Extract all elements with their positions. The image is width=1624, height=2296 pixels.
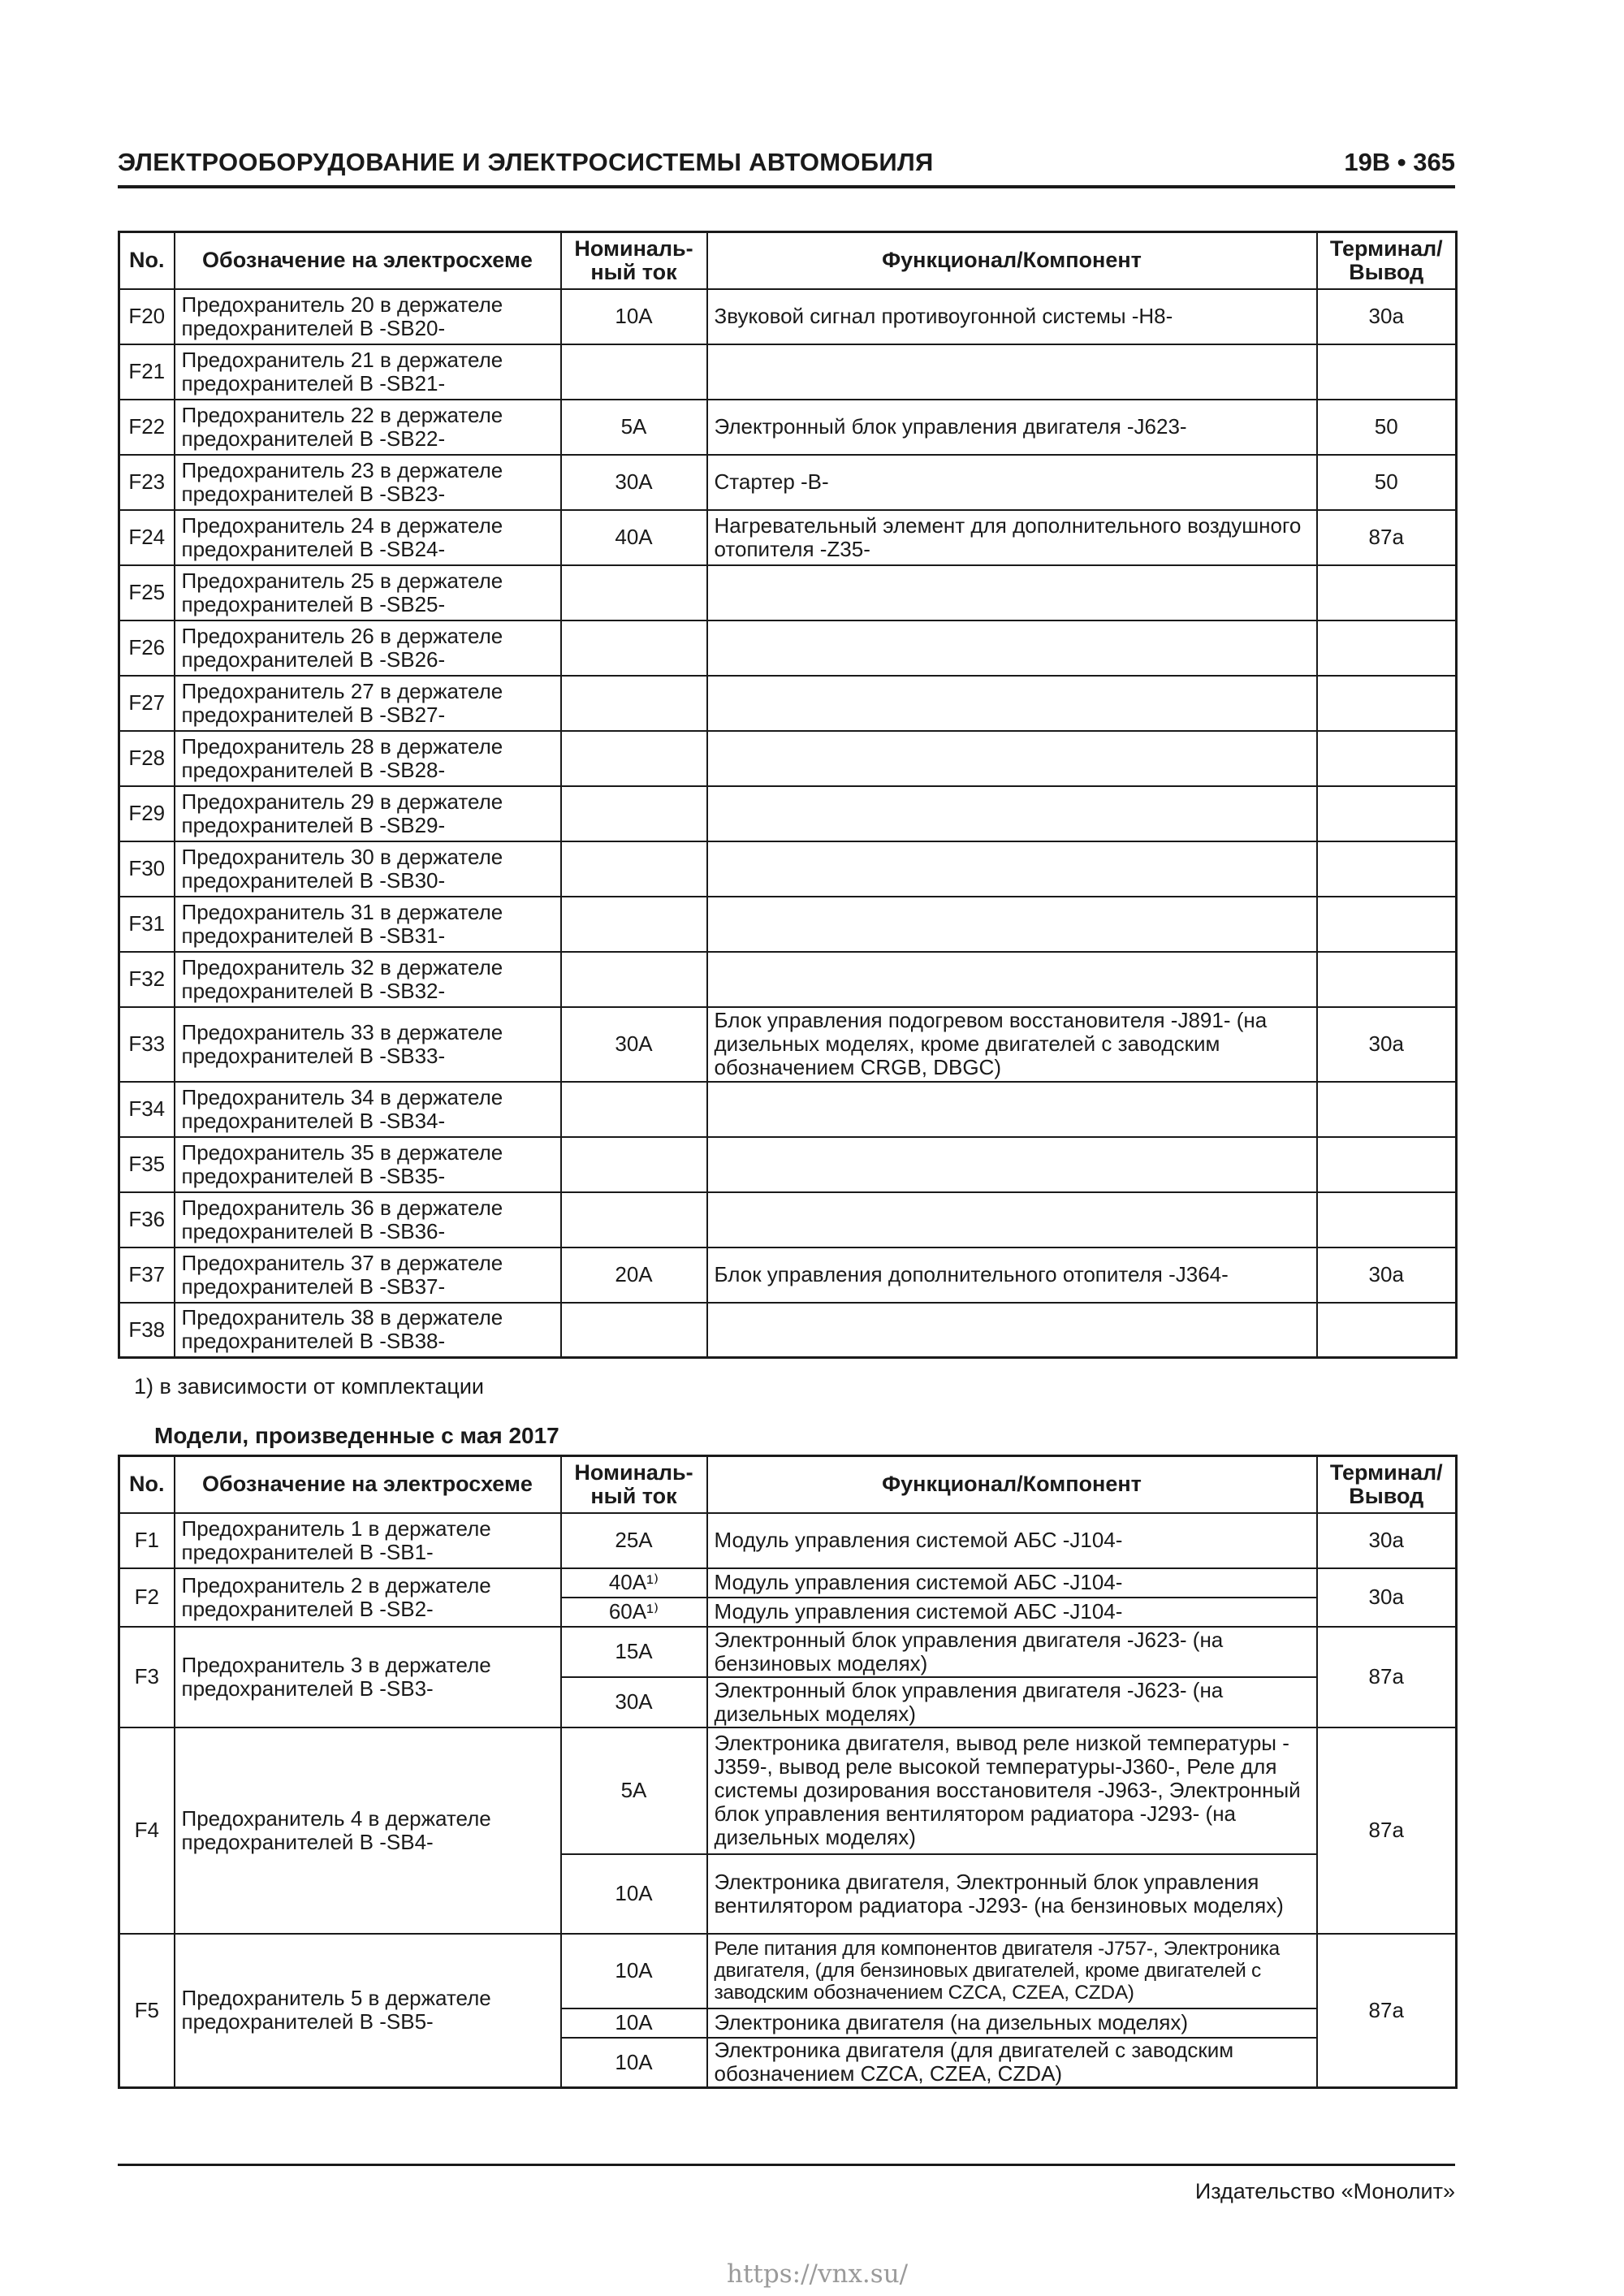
function-component: Звуковой сигнал противоугонной системы -H8- — [707, 289, 1317, 344]
fuse-designation: Предохранитель 27 в держателе предохранителей B -SB27- — [175, 676, 561, 731]
table-header-row — [119, 232, 1457, 289]
section-subtitle: Модели, произведенные с мая 2017 — [154, 1423, 559, 1448]
fuse-designation: Предохранитель 21 в держателе предохранителей B -SB21- — [175, 344, 561, 400]
table-row — [119, 786, 1457, 841]
rated-current — [561, 676, 707, 731]
col-header-designation: Обозначение на электросхеме — [175, 232, 561, 289]
rated-current: 30A — [561, 1007, 707, 1082]
rated-current — [561, 1082, 707, 1137]
function-component: Электронный блок управления двигателя -J623- (на бензиновых моделях) — [707, 1627, 1317, 1677]
terminal: 87a — [1317, 510, 1457, 565]
terminal — [1317, 676, 1457, 731]
function-component — [707, 620, 1317, 676]
fuse-number: F33 — [119, 1007, 175, 1082]
rated-current — [561, 841, 707, 897]
table-row — [119, 1627, 1457, 1677]
fuse-number: F26 — [119, 620, 175, 676]
function-component: Электронный блок управления двигателя -J623- — [707, 400, 1317, 455]
terminal — [1317, 620, 1457, 676]
col-header-terminal: Терминал/Вывод — [1317, 232, 1457, 289]
footnote: 1) в зависимости от комплектации — [134, 1374, 484, 1399]
table-row — [119, 1137, 1457, 1192]
fuse-number: F27 — [119, 676, 175, 731]
rated-current: 30A — [561, 1677, 707, 1727]
function-component: Электронный блок управления двигателя -J623- (на дизельных моделях) — [707, 1677, 1317, 1727]
fuse-designation: Предохранитель 31 в держателе предохранителей B -SB31- — [175, 897, 561, 952]
fuse-number: F5 — [119, 1934, 175, 2088]
col-header-designation: Обозначение на электросхеме — [175, 1456, 561, 1513]
col-header-function: Функционал/Компонент — [707, 1456, 1317, 1513]
table-row — [119, 510, 1457, 565]
table-row — [119, 841, 1457, 897]
table-row — [119, 565, 1457, 620]
function-component — [707, 731, 1317, 786]
terminal: 30a — [1317, 289, 1457, 344]
function-component — [707, 786, 1317, 841]
col-header-rated-current: Номиналь-ный ток — [561, 232, 707, 289]
fuse-designation: Предохранитель 34 в держателе предохранителей B -SB34- — [175, 1082, 561, 1137]
terminal — [1317, 786, 1457, 841]
function-component: Электроника двигателя, Электронный блок управления вентилятором радиатора -J293- (на бензиновых моделях) — [707, 1854, 1317, 1934]
rated-current: 20A — [561, 1247, 707, 1303]
table-row — [119, 455, 1457, 510]
table-row — [119, 289, 1457, 344]
fuse-designation: Предохранитель 35 в держателе предохранителей B -SB35- — [175, 1137, 561, 1192]
rated-current: 5A — [561, 400, 707, 455]
function-component — [707, 1192, 1317, 1247]
rated-current: 10A — [561, 2008, 707, 2038]
terminal — [1317, 1082, 1457, 1137]
fuse-number: F36 — [119, 1192, 175, 1247]
function-component — [707, 565, 1317, 620]
fuse-number: F29 — [119, 786, 175, 841]
function-component — [707, 841, 1317, 897]
table-row — [119, 1303, 1457, 1358]
fuse-number: F30 — [119, 841, 175, 897]
terminal — [1317, 841, 1457, 897]
rated-current — [561, 1192, 707, 1247]
rated-current: 10A — [561, 1934, 707, 2008]
fuse-designation: Предохранитель 20 в держателе предохранителей B -SB20- — [175, 289, 561, 344]
rated-current: 30A — [561, 455, 707, 510]
rated-current — [561, 1137, 707, 1192]
rated-current: 5A — [561, 1727, 707, 1854]
fuse-designation: Предохранитель 2 в держателе предохранителей B -SB2- — [175, 1568, 561, 1627]
terminal: 30a — [1317, 1513, 1457, 1568]
fuse-number: F21 — [119, 344, 175, 400]
terminal — [1317, 565, 1457, 620]
fuse-designation: Предохранитель 1 в держателе предохранителей B -SB1- — [175, 1513, 561, 1568]
function-component: Реле питания для компонентов двигателя -J757-, Электроника двигателя, (для бензиновых двигателей, кроме двигателей с заводским обозначением CZCA, CZEA, CZDA) — [707, 1934, 1317, 2008]
rated-current: 10A — [561, 2038, 707, 2088]
fuse-designation: Предохранитель 5 в держателе предохранителей B -SB5- — [175, 1934, 561, 2088]
fuse-designation: Предохранитель 32 в держателе предохранителей B -SB32- — [175, 952, 561, 1007]
rated-current — [561, 344, 707, 400]
rated-current: 25A — [561, 1513, 707, 1568]
fuse-number: F23 — [119, 455, 175, 510]
terminal: 87a — [1317, 1627, 1457, 1727]
terminal — [1317, 1192, 1457, 1247]
rated-current — [561, 1303, 707, 1358]
rated-current — [561, 565, 707, 620]
function-component: Модуль управления системой АБС -J104- — [707, 1598, 1317, 1627]
terminal: 87a — [1317, 1727, 1457, 1934]
rated-current — [561, 731, 707, 786]
function-component: Стартер -B- — [707, 455, 1317, 510]
fuse-number: F24 — [119, 510, 175, 565]
fuse-number: F4 — [119, 1727, 175, 1934]
fuse-number: F20 — [119, 289, 175, 344]
fuse-designation: Предохранитель 30 в держателе предохранителей B -SB30- — [175, 841, 561, 897]
fuse-number: F3 — [119, 1627, 175, 1727]
terminal: 30a — [1317, 1568, 1457, 1627]
function-component: Электроника двигателя (для двигателей с заводским обозначением CZCA, CZEA, CZDA) — [707, 2038, 1317, 2088]
table-header-row — [119, 1456, 1457, 1513]
function-component — [707, 1303, 1317, 1358]
fuse-number: F38 — [119, 1303, 175, 1358]
fuse-designation: Предохранитель 3 в держателе предохранителей B -SB3- — [175, 1627, 561, 1727]
table-row — [119, 1192, 1457, 1247]
fuse-designation: Предохранитель 23 в держателе предохранителей B -SB23- — [175, 455, 561, 510]
rated-current — [561, 786, 707, 841]
rated-current: 40A — [561, 510, 707, 565]
fuse-designation: Предохранитель 22 в держателе предохранителей B -SB22- — [175, 400, 561, 455]
table-row — [119, 344, 1457, 400]
fuse-number: F37 — [119, 1247, 175, 1303]
table-row — [119, 620, 1457, 676]
fuse-number: F22 — [119, 400, 175, 455]
footer-rule — [118, 2164, 1455, 2166]
col-header-no: No. — [119, 1456, 175, 1513]
col-header-function: Функционал/Компонент — [707, 232, 1317, 289]
fuse-designation: Предохранитель 29 в держателе предохранителей B -SB29- — [175, 786, 561, 841]
page-header — [118, 145, 1455, 188]
table-row — [119, 731, 1457, 786]
col-header-terminal: Терминал/Вывод — [1317, 1456, 1457, 1513]
rated-current: 60A¹⁾ — [561, 1598, 707, 1627]
table-row — [119, 1007, 1457, 1082]
col-header-rated-current: Номиналь-ный ток — [561, 1456, 707, 1513]
terminal — [1317, 897, 1457, 952]
function-component: Электроника двигателя, вывод реле низкой температуры -J359-, вывод реле высокой температуры-J360-, Реле для системы дозирования восстановителя -J963-, Электронный блок управления вентилятором радиатора -J293- (на дизельных моделях) — [707, 1727, 1317, 1854]
terminal — [1317, 344, 1457, 400]
function-component — [707, 676, 1317, 731]
function-component — [707, 1082, 1317, 1137]
function-component: Электроника двигателя (на дизельных моделях) — [707, 2008, 1317, 2038]
fuse-designation: Предохранитель 28 в держателе предохранителей B -SB28- — [175, 731, 561, 786]
function-component — [707, 897, 1317, 952]
table-row — [119, 952, 1457, 1007]
col-header-no: No. — [119, 232, 175, 289]
table-row — [119, 1727, 1457, 1854]
publisher: Издательство «Монолит» — [1194, 2179, 1455, 2203]
page-number: 19В • 365 — [1344, 148, 1455, 176]
rated-current: 15A — [561, 1627, 707, 1677]
fuse-designation: Предохранитель 36 в держателе предохранителей B -SB36- — [175, 1192, 561, 1247]
fuse-number: F34 — [119, 1082, 175, 1137]
table-row — [119, 897, 1457, 952]
fuse-number: F32 — [119, 952, 175, 1007]
page-title: ЭЛЕКТРООБОРУДОВАНИЕ И ЭЛЕКТРОСИСТЕМЫ АВТОМОБИЛЯ — [118, 148, 934, 176]
function-component — [707, 952, 1317, 1007]
table-row — [119, 1934, 1457, 2008]
function-component — [707, 1137, 1317, 1192]
fuse-designation: Предохранитель 33 в держателе предохранителей B -SB33- — [175, 1007, 561, 1082]
function-component — [707, 344, 1317, 400]
fuse-designation: Предохранитель 26 в держателе предохранителей B -SB26- — [175, 620, 561, 676]
terminal: 87a — [1317, 1934, 1457, 2088]
fuse-table-2 — [118, 1455, 1458, 2089]
fuse-number: F35 — [119, 1137, 175, 1192]
fuse-designation: Предохранитель 38 в держателе предохранителей B -SB38- — [175, 1303, 561, 1358]
rated-current — [561, 897, 707, 952]
terminal: 30a — [1317, 1247, 1457, 1303]
fuse-designation: Предохранитель 4 в держателе предохранителей B -SB4- — [175, 1727, 561, 1934]
table-row — [119, 676, 1457, 731]
table-row — [119, 1513, 1457, 1568]
function-component: Блок управления дополнительного отопителя -J364- — [707, 1247, 1317, 1303]
table-row — [119, 400, 1457, 455]
fuse-number: F31 — [119, 897, 175, 952]
function-component: Модуль управления системой АБС -J104- — [707, 1568, 1317, 1598]
table-row — [119, 1568, 1457, 1598]
terminal — [1317, 731, 1457, 786]
fuse-number: F2 — [119, 1568, 175, 1627]
rated-current: 40A¹⁾ — [561, 1568, 707, 1598]
fuse-designation: Предохранитель 37 в держателе предохранителей B -SB37- — [175, 1247, 561, 1303]
fuse-table-1 — [118, 231, 1458, 1359]
watermark-url: https://vnx.su/ — [727, 2259, 909, 2289]
terminal — [1317, 1137, 1457, 1192]
fuse-number: F28 — [119, 731, 175, 786]
terminal — [1317, 1303, 1457, 1358]
rated-current — [561, 620, 707, 676]
function-component: Модуль управления системой АБС -J104- — [707, 1513, 1317, 1568]
table-row — [119, 1082, 1457, 1137]
fuse-designation: Предохранитель 24 в держателе предохранителей B -SB24- — [175, 510, 561, 565]
terminal: 30a — [1317, 1007, 1457, 1082]
function-component: Блок управления подогревом восстановителя -J891- (на дизельных моделях, кроме двигателей с заводским обозначением CRGB, DBGC) — [707, 1007, 1317, 1082]
function-component: Нагревательный элемент для дополнительного воздушного отопителя -Z35- — [707, 510, 1317, 565]
fuse-designation: Предохранитель 25 в держателе предохранителей B -SB25- — [175, 565, 561, 620]
terminal: 50 — [1317, 400, 1457, 455]
table-row — [119, 1247, 1457, 1303]
rated-current — [561, 952, 707, 1007]
rated-current: 10A — [561, 1854, 707, 1934]
rated-current: 10A — [561, 289, 707, 344]
fuse-number: F1 — [119, 1513, 175, 1568]
terminal: 50 — [1317, 455, 1457, 510]
terminal — [1317, 952, 1457, 1007]
fuse-number: F25 — [119, 565, 175, 620]
